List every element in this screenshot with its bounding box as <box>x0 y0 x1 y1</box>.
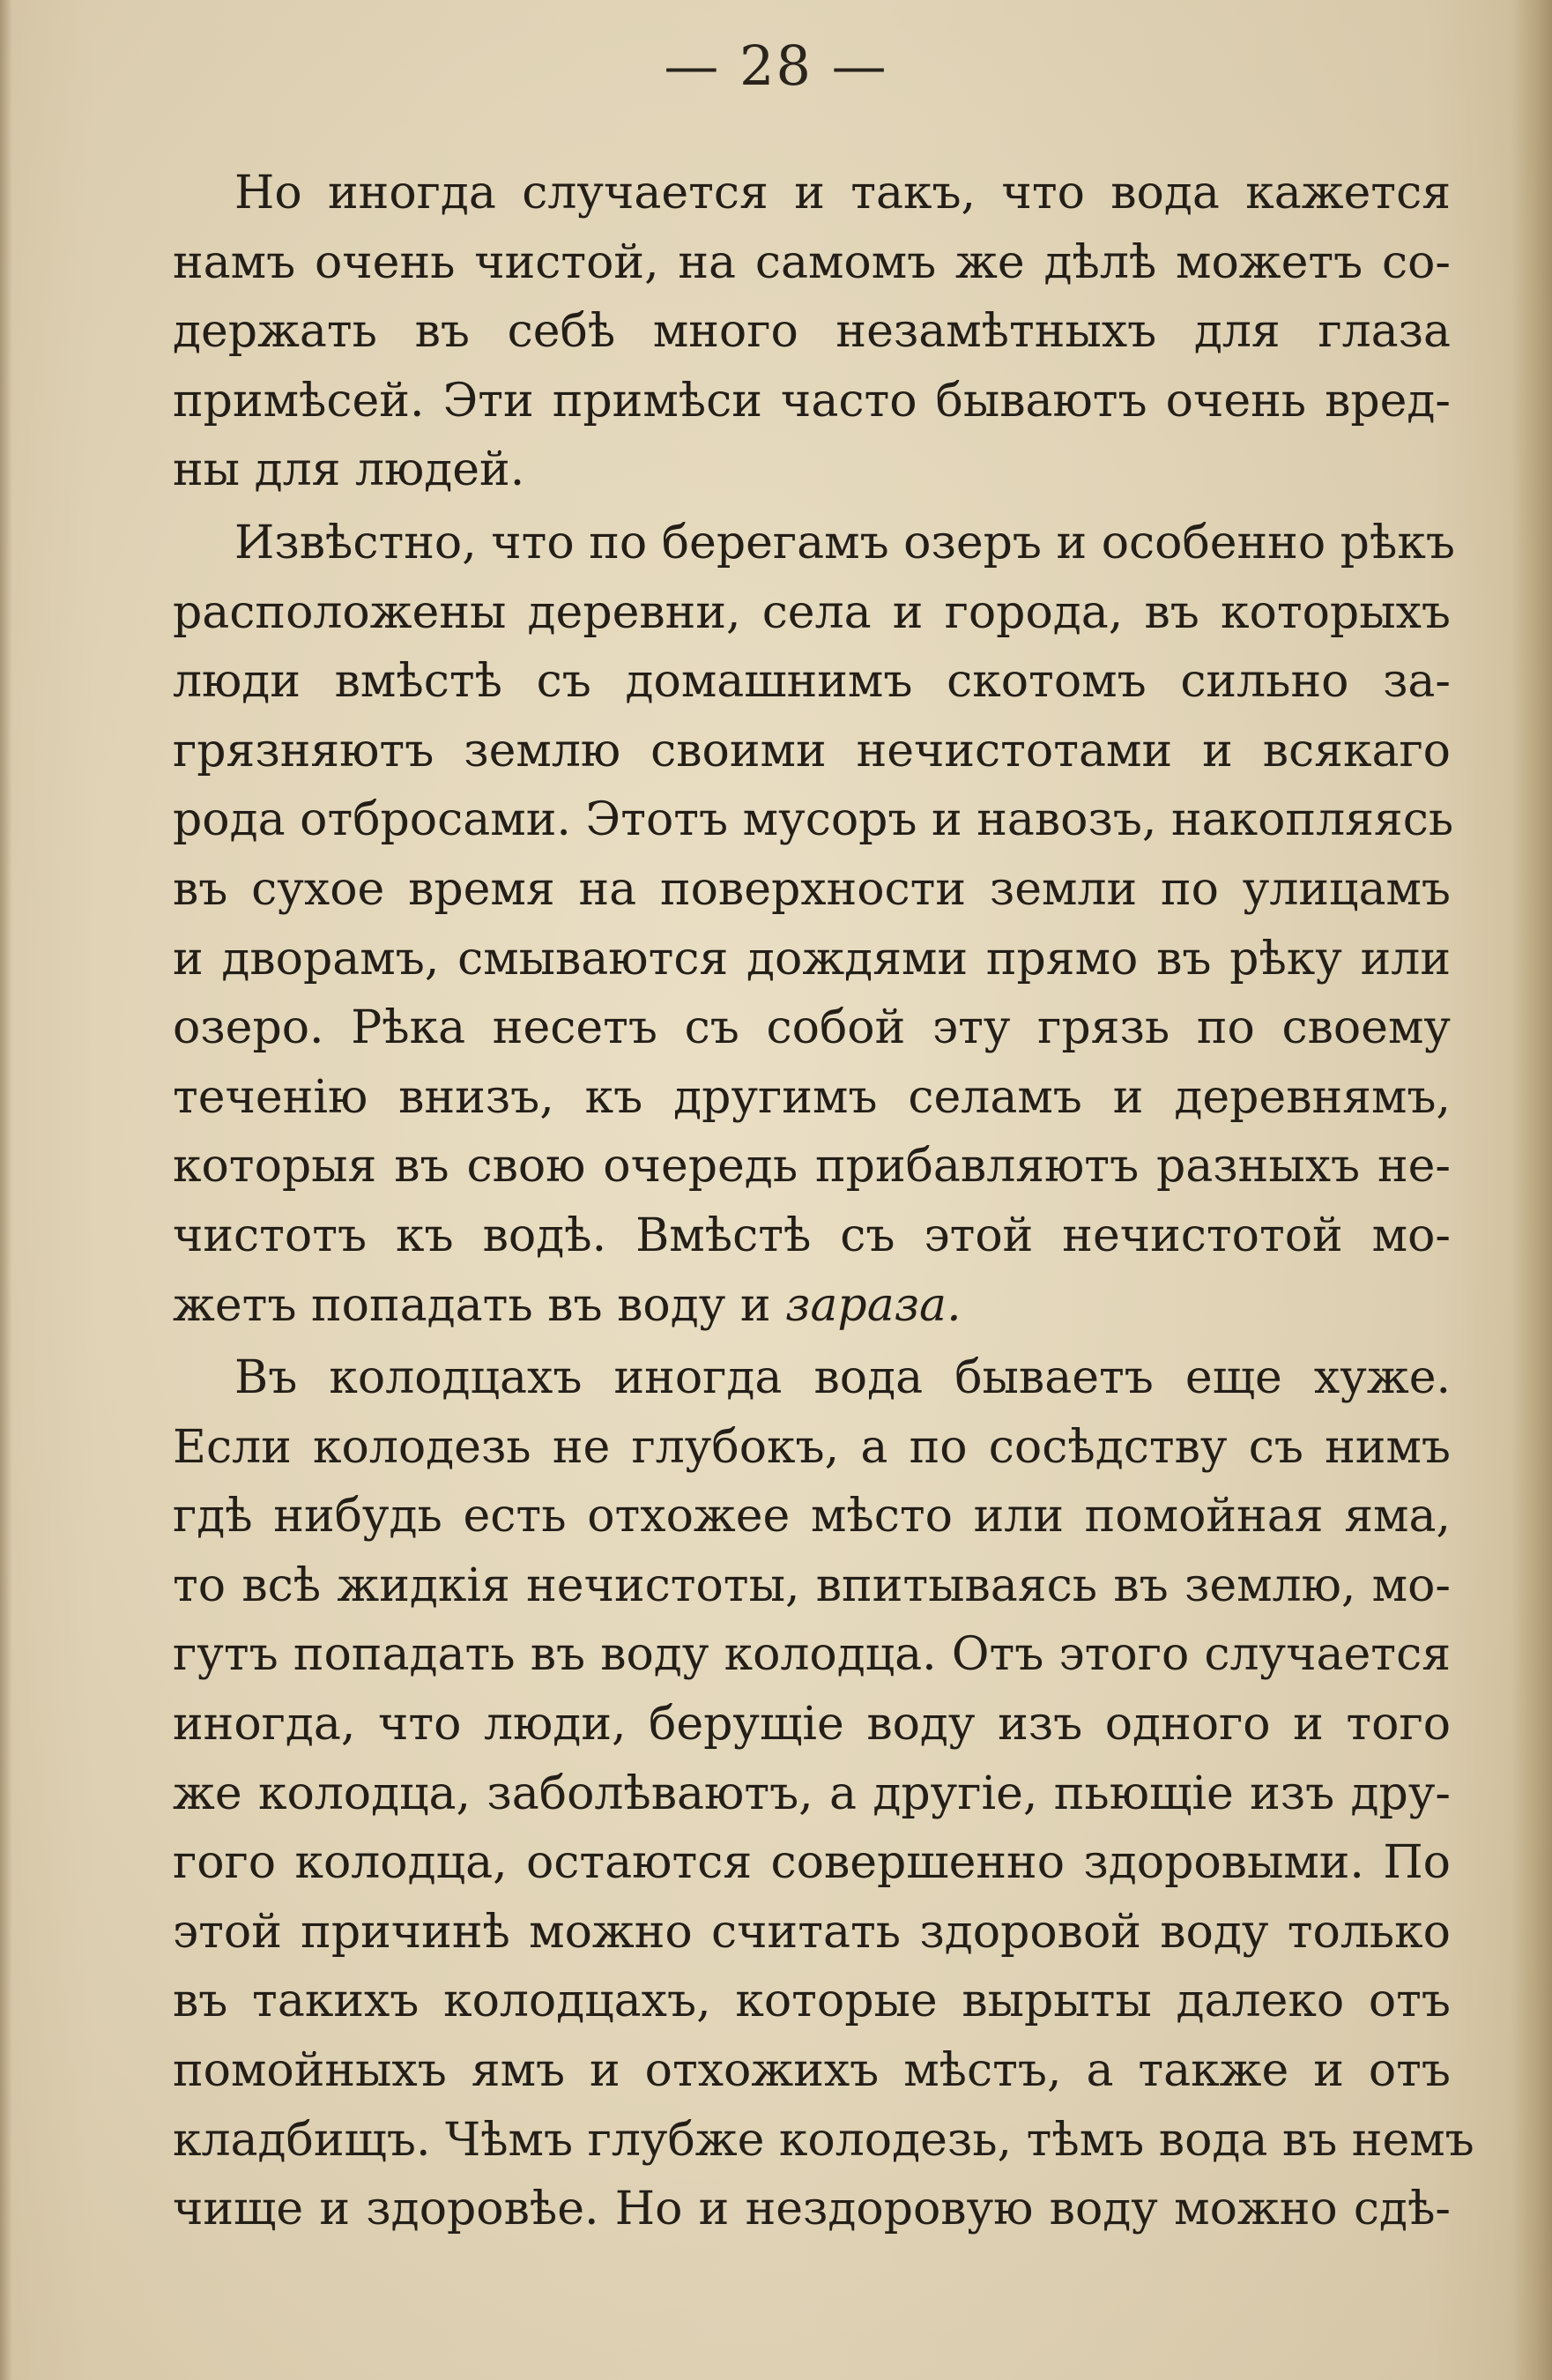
page-right-edge <box>1511 0 1552 2380</box>
text-line: озеро. Рѣка несетъ съ собой эту грязь по своему <box>173 1001 1451 1055</box>
page-left-edge <box>0 0 12 2380</box>
text-line: ны для людей. <box>173 443 525 497</box>
text-line: которыя въ свою очередь прибавляютъ разныхъ не- <box>173 1140 1451 1194</box>
text-line: гдѣ нибудь есть отхожее мѣсто или помойная яма, <box>173 1490 1451 1543</box>
text-line: Извѣстно, что по берегамъ озеръ и особенно рѣкъ <box>234 516 1455 569</box>
text-line: намъ очень чистой, на самомъ же дѣлѣ можетъ со- <box>173 235 1451 289</box>
text-line: же колодца, заболѣваютъ, а другіе, пьющіе изъ дру- <box>173 1766 1451 1820</box>
text-line: иногда, что люди, берущіе воду изъ одного и того <box>173 1698 1451 1752</box>
text-line-start: жетъ попадать въ воду и <box>173 1278 771 1332</box>
text-line: Но иногда случается и такъ, что вода кажется <box>234 167 1451 219</box>
text-line: грязняютъ землю своими нечистотами и всякаго <box>173 724 1451 777</box>
text-line: Если колодезь не глубокъ, а по сосѣдству съ нимъ <box>173 1420 1451 1474</box>
paragraph-1 <box>173 159 1451 505</box>
text-line: расположены деревни, села и города, въ которыхъ <box>173 585 1451 639</box>
text-line: гого колодца, остаются совершенно здоровыми. По <box>173 1836 1451 1890</box>
text-line: чище и здоровѣе. Но и нездоровую воду можно сдѣ- <box>173 2183 1451 2236</box>
text-line: держать въ себѣ много незамѣтныхъ для глаза <box>173 305 1451 359</box>
text-line: этой причинѣ можно считать здоровой воду только <box>173 1905 1451 1959</box>
paragraph-2 <box>173 509 1455 1340</box>
text-line: люди вмѣстѣ съ домашнимъ скотомъ сильно за- <box>173 655 1451 709</box>
text-line: примѣсей. Эти примѣси часто бываютъ очень вред- <box>173 374 1451 428</box>
text-line: помойныхъ ямъ и отхожихъ мѣстъ, а также и отъ <box>173 2044 1451 2098</box>
text-line: Въ колодцахъ иногда вода бываетъ еще хуже. <box>234 1351 1451 1405</box>
text-line: и дворамъ, смываются дождями прямо въ рѣку или <box>173 932 1451 985</box>
text-line-with-emphasis <box>173 1271 1451 1341</box>
text-line: то всѣ жидкія нечистоты, впитываясь въ землю, мо- <box>173 1558 1451 1612</box>
body-text <box>173 159 1474 2248</box>
text-line: въ сухое время на поверхности земли по улицамъ <box>173 862 1451 916</box>
text-line: въ такихъ колодцахъ, которые вырыты далеко отъ <box>173 1975 1451 2028</box>
emphasized-word: зараза. <box>785 1278 962 1332</box>
text-line: гутъ попадать въ воду колодца. Отъ этого случается <box>173 1628 1451 1682</box>
page-number: — 28 — <box>664 33 888 98</box>
text-line: рода отбросами. Этотъ мусоръ и навозъ, накопляясь <box>173 793 1454 847</box>
text-line: теченію внизъ, къ другимъ селамъ и деревнямъ, <box>173 1070 1451 1124</box>
text-line: кладбищъ. Чѣмъ глубже колодезь, тѣмъ вода въ немъ <box>173 2113 1474 2167</box>
text-line: чистотъ къ водѣ. Вмѣстѣ съ этой нечистотой мо- <box>173 1209 1451 1262</box>
paragraph-3 <box>173 1343 1474 2244</box>
